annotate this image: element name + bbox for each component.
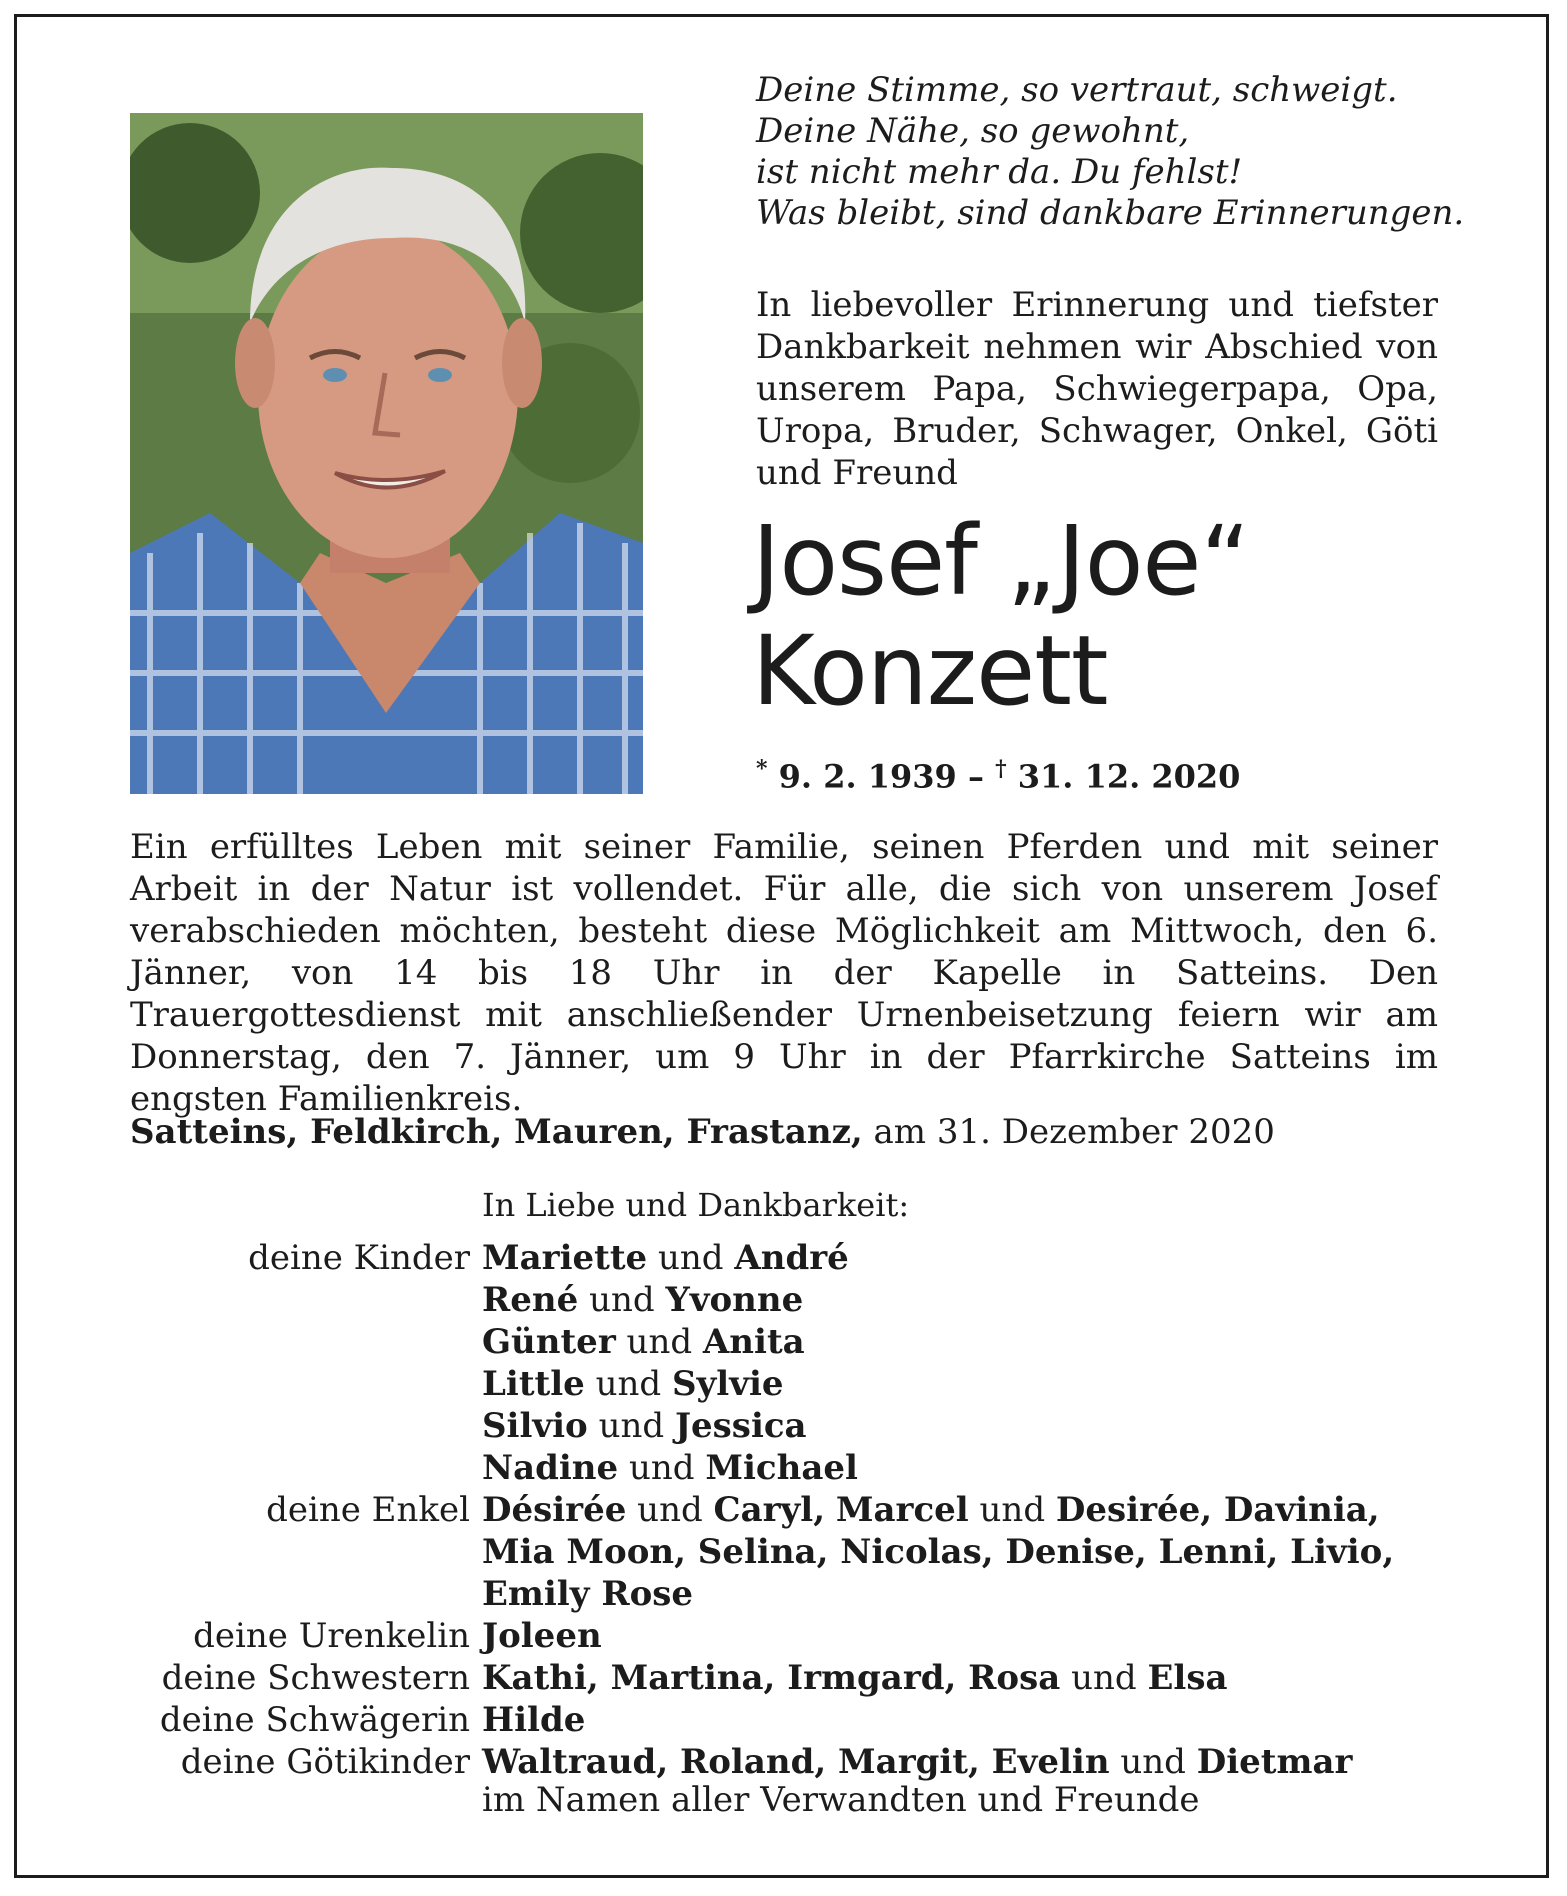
relation-label: deine Urenkelin: [193, 1616, 470, 1656]
relation-label: deine Götikinder: [180, 1742, 470, 1782]
family-names: Nadine und Michael: [482, 1448, 858, 1488]
family-row: [130, 1405, 1460, 1447]
family-row: [130, 1615, 1460, 1657]
family-row: [130, 1447, 1460, 1489]
family-row: [130, 1657, 1460, 1699]
death-symbol: †: [995, 756, 1007, 782]
family-row: [130, 1531, 1460, 1573]
family-row: [130, 1699, 1460, 1741]
intro-text: In liebevoller Erinnerung und tiefster Dankbarkeit nehmen wir Abschied von unserem Papa, Schwiegerpapa, Opa, Uropa, Bruder, Schwager, Onkel, Göti und Freund: [756, 285, 1438, 493]
poem-line: Deine Stimme, so vertraut, schweigt.: [756, 70, 1398, 110]
poem-line: ist nicht mehr da. Du fehlst!: [756, 152, 1243, 192]
portrait-photo: [130, 113, 643, 794]
deceased-name-line: Konzett: [752, 615, 1108, 727]
family-row: [130, 1363, 1460, 1405]
family-names: Mia Moon, Selina, Nicolas, Denise, Lenni, Livio,: [482, 1532, 1395, 1572]
family-names: Joleen: [482, 1616, 602, 1656]
family-names: Mariette und André: [482, 1238, 849, 1278]
place-date-line: [130, 1112, 1275, 1152]
family-names: Kathi, Martina, Irmgard, Rosa und Elsa: [482, 1658, 1228, 1698]
poem: [756, 70, 1465, 234]
signoff: In Liebe und Dankbarkeit:: [482, 1186, 910, 1224]
family-list: [130, 1237, 1460, 1783]
notice-date: am 31. Dezember 2020: [873, 1112, 1275, 1152]
birth-date: 9. 2. 1939: [778, 757, 957, 796]
relation-label: deine Kinder: [248, 1238, 470, 1278]
relation-label: deine Schwestern: [161, 1658, 470, 1698]
family-row: [130, 1573, 1460, 1615]
family-names: Little und Sylvie: [482, 1364, 784, 1404]
relation-label: deine Enkel: [266, 1490, 470, 1530]
family-names: Waltraud, Roland, Margit, Evelin und Dietmar: [482, 1742, 1353, 1782]
deceased-name: [752, 506, 1249, 726]
family-row: [130, 1279, 1460, 1321]
towns: Satteins, Feldkirch, Mauren, Frastanz,: [130, 1112, 863, 1152]
family-row: [130, 1321, 1460, 1363]
body-text: Ein erfülltes Leben mit seiner Familie, seinen Pferden und mit seiner Arbeit in der Natur ist vollendet. Für alle, die sich von unserem Josef verabschieden möchten, besteht diese Möglichkeit am Mittwoch, den 6. Jänner, von 14 bis 18 Uhr in der Kapelle in Satteins. Den Trauergottesdienst mit anschließender Urnenbeisetzung feiern wir am Donnerstag, den 7. Jänner, um 9 Uhr in der Pfarrkirche Satteins im engsten Familienkreis.: [130, 827, 1438, 1119]
relation-label: deine Schwägerin: [159, 1700, 470, 1740]
family-names: Günter und Anita: [482, 1322, 805, 1362]
family-names: Emily Rose: [482, 1574, 694, 1614]
family-row: [130, 1489, 1460, 1531]
family-row: [130, 1237, 1460, 1279]
family-row: [130, 1741, 1460, 1783]
death-date: 31. 12. 2020: [1017, 757, 1241, 796]
closing-line: im Namen aller Verwandten und Freunde: [482, 1780, 1200, 1820]
family-names: Désirée und Caryl, Marcel und Desirée, Davinia,: [482, 1490, 1380, 1530]
family-names: Silvio und Jessica: [482, 1406, 807, 1446]
life-dates: [756, 756, 1240, 796]
poem-line: Deine Nähe, so gewohnt,: [756, 111, 1190, 151]
family-names: René und Yvonne: [482, 1280, 804, 1320]
family-names: Hilde: [482, 1700, 586, 1740]
birth-symbol: *: [756, 756, 768, 782]
poem-line: Was bleibt, sind dankbare Erinnerungen.: [756, 193, 1465, 233]
deceased-name-line: Josef „Joe“: [752, 505, 1250, 617]
date-dash: –: [967, 757, 984, 796]
